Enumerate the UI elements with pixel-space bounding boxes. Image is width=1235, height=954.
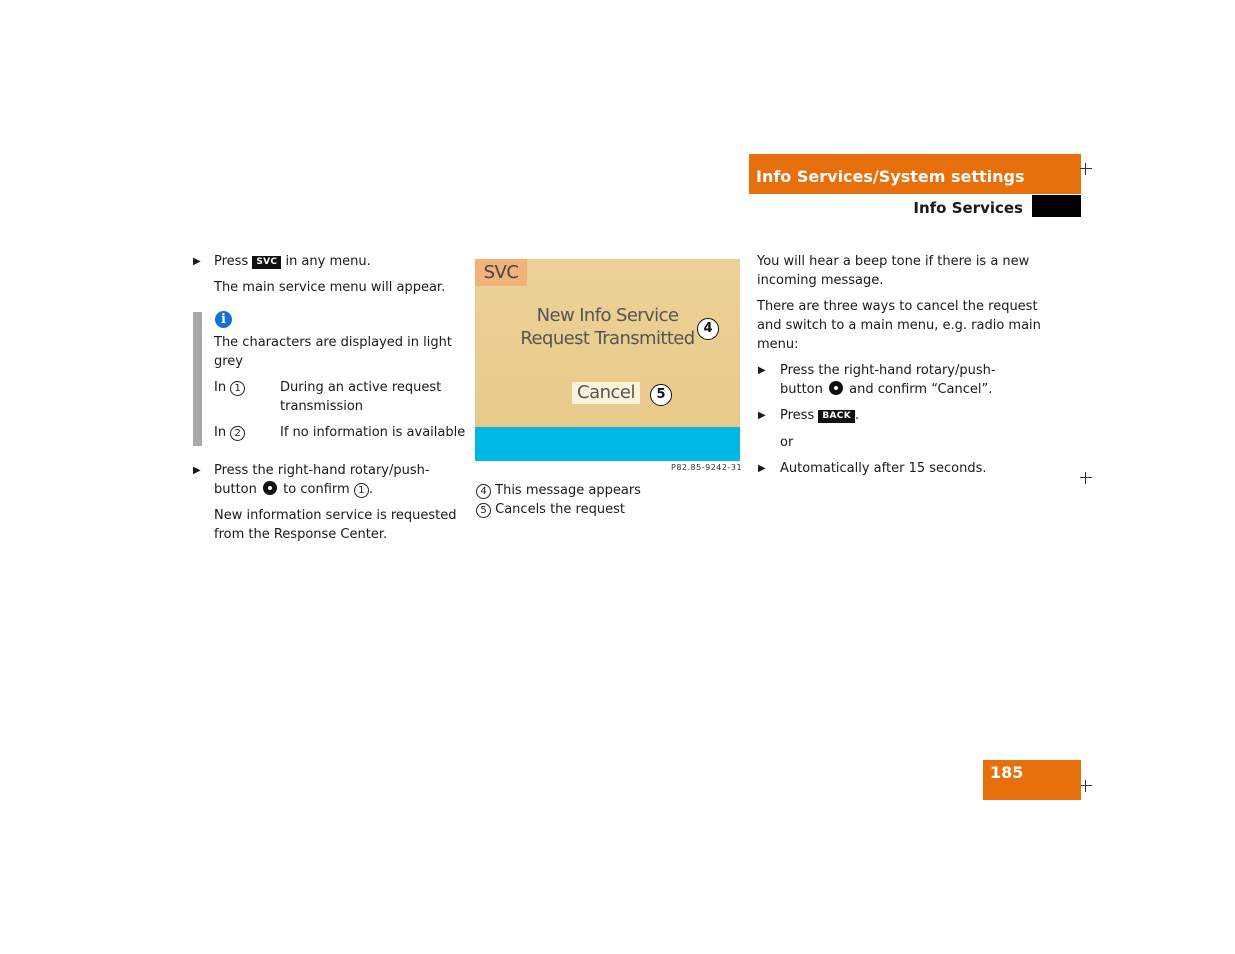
callout-number-icon: 1 xyxy=(230,381,245,396)
step-text: button xyxy=(214,482,257,497)
result-text: from the Response Center. xyxy=(214,527,388,542)
step-text: and confirm “Cancel”. xyxy=(849,382,993,397)
paragraph-line: and switch to a main menu, e.g. radio main xyxy=(757,318,1041,333)
paragraph-line: You will hear a beep tone if there is a new xyxy=(757,254,1030,269)
result-text: New information service is requested xyxy=(214,508,457,523)
info-row-desc: During an active request xyxy=(280,380,442,395)
info-icon: i xyxy=(215,311,232,328)
step-text: Press xyxy=(214,254,249,269)
info-text: grey xyxy=(214,354,244,369)
step-text: . xyxy=(854,408,860,423)
legend-item xyxy=(476,481,641,500)
info-row-in: In xyxy=(214,425,227,440)
back-key-icon: BACK xyxy=(818,410,855,423)
bullet-arrow-icon: ▶ xyxy=(193,256,201,267)
info-box-bar xyxy=(193,312,202,446)
info-row-desc: If no information is available xyxy=(280,425,466,440)
step-press-back xyxy=(780,406,859,425)
page-number: 185 xyxy=(990,763,1024,782)
display-screenshot xyxy=(475,259,740,461)
legend-text: Cancels the request xyxy=(495,502,625,517)
svc-tab: SVC xyxy=(475,259,527,286)
callout-4: 4 xyxy=(697,318,719,340)
info-row-in: In xyxy=(214,380,227,395)
crop-mark-icon xyxy=(1080,472,1092,484)
rotary-button-icon xyxy=(829,381,843,395)
callout-number-icon: 2 xyxy=(230,426,245,441)
info-row-label xyxy=(214,378,245,397)
step-confirm xyxy=(214,480,373,499)
info-row-label xyxy=(214,423,245,442)
bullet-arrow-icon: ▶ xyxy=(758,365,766,376)
callout-5: 5 xyxy=(650,384,672,406)
step-text: in any menu. xyxy=(285,254,371,269)
step-text: Automatically after 15 seconds. xyxy=(780,461,987,476)
callout-number-icon: 5 xyxy=(476,503,491,518)
screen-cancel-button: Cancel xyxy=(572,382,640,404)
callout-number-icon: 4 xyxy=(476,484,491,499)
svc-key-icon: SVC xyxy=(252,256,281,269)
screen-message-line: New Info Service xyxy=(536,305,679,326)
info-text: The characters are displayed in light xyxy=(214,335,452,350)
step-text: Press the right-hand rotary/push- xyxy=(214,463,430,478)
section-title: Info Services/System settings xyxy=(756,167,1025,186)
subsection-marker xyxy=(1032,195,1081,217)
callout-number-icon: 1 xyxy=(354,483,369,498)
step-text: button xyxy=(780,382,823,397)
step-cancel-rotary xyxy=(780,380,992,399)
result-text: The main service menu will appear. xyxy=(214,280,446,295)
subsection-title: Info Services xyxy=(913,199,1023,217)
step-text: to confirm xyxy=(283,482,350,497)
screen-message-line: Request Transmitted xyxy=(520,328,695,349)
bullet-arrow-icon: ▶ xyxy=(193,465,201,476)
paragraph-line: There are three ways to cancel the request xyxy=(757,299,1038,314)
image-code: P82.85-9242-31 xyxy=(671,463,743,472)
legend-text: This message appears xyxy=(495,483,641,498)
info-row-desc: transmission xyxy=(280,399,364,414)
screen-status-bar xyxy=(475,427,740,461)
step-text: Press the right-hand rotary/push- xyxy=(780,363,996,378)
bullet-arrow-icon: ▶ xyxy=(758,463,766,474)
crop-mark-icon xyxy=(1080,780,1092,792)
or-text: or xyxy=(780,435,794,450)
crop-mark-icon xyxy=(1080,163,1092,175)
step-text: . xyxy=(368,482,373,497)
rotary-button-icon xyxy=(263,481,277,495)
paragraph-line: incoming message. xyxy=(757,273,884,288)
legend-item xyxy=(476,500,625,519)
step-text: Press xyxy=(780,408,815,423)
step-press-svc xyxy=(214,252,371,271)
bullet-arrow-icon: ▶ xyxy=(758,410,766,421)
paragraph-line: menu: xyxy=(757,337,799,352)
